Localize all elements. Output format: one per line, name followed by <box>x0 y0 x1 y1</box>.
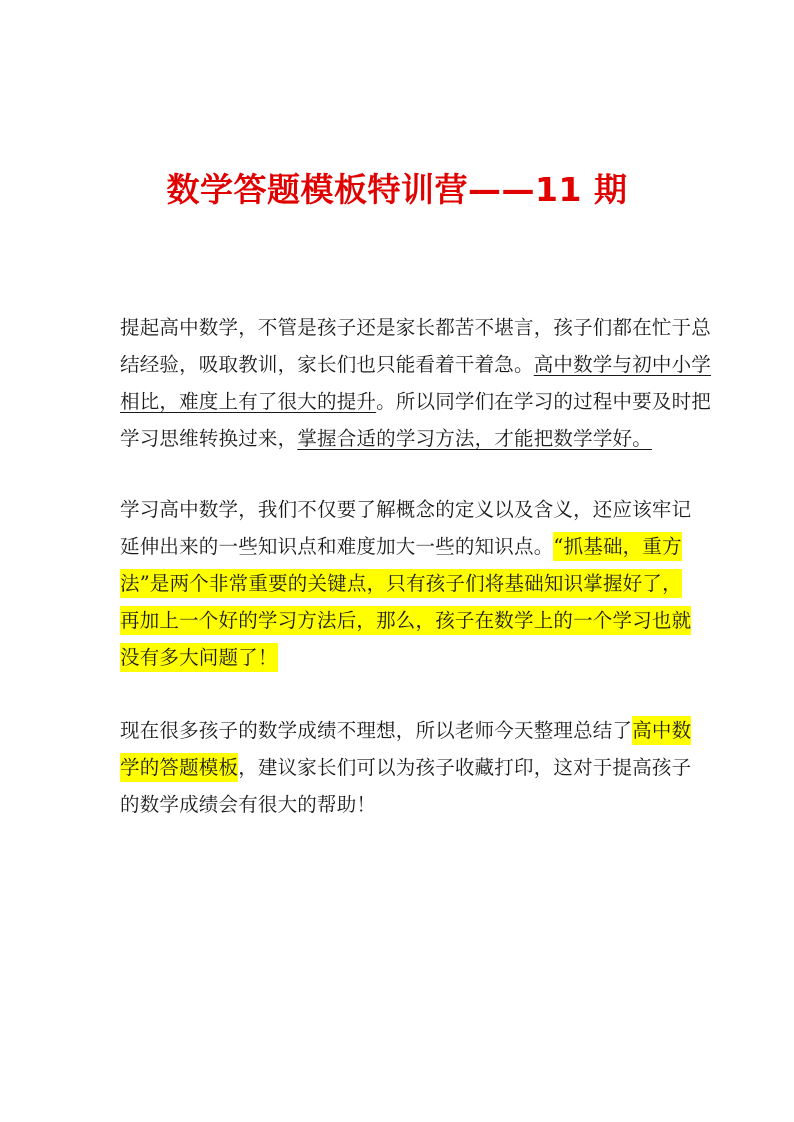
paragraph-1-line-1: 提起高中数学，不管是孩子还是家长都苦不堪言，孩子们都在忙于总 <box>120 316 712 339</box>
paragraph-2-line-1: 学习高中数学，我们不仅要了解概念的定义以及含义，还应该牢记 <box>120 498 692 521</box>
highlighted-text: 高中数 <box>632 716 691 745</box>
highlighted-text: 法”是两个非常重要的关键点，只有孩子们将基础知识掌握好了， <box>120 569 682 598</box>
highlighted-text: “抓基础，重方 <box>553 532 681 561</box>
paragraph-2-line-2-text: 延伸出来的一些知识点和难度加大一些的知识点。 <box>120 535 554 558</box>
paragraph-1-line-4 <box>120 420 680 457</box>
paragraph-1-line-2 <box>120 346 712 383</box>
underlined-text: 高中数学与初中小学 <box>533 353 712 376</box>
paragraph-3-line-2-text: ，建议家长们可以为孩子收藏打印，这对于提高孩子 <box>238 756 692 779</box>
highlighted-text: 再加上一个好的学习方法后，那么，孩子在数学上的一个学习也就 <box>120 606 691 635</box>
highlighted-text: 没有多大问题了！ <box>120 643 278 672</box>
paragraph-2 <box>120 491 692 676</box>
paragraph-3 <box>120 712 692 823</box>
page-title: 数学答题模板特训营——11 期 <box>166 170 628 209</box>
paragraph-1-line-4-text: 学习思维转换过来， <box>120 427 298 450</box>
paragraph-3-line-2 <box>120 749 692 786</box>
paragraph-1-line-2-text: 结经验，吸取教训，家长们也只能看着干着急。 <box>120 353 534 376</box>
paragraph-3-line-1-text: 现在很多孩子的数学成绩不理想，所以老师今天整理总结了 <box>120 719 633 742</box>
paragraph-2-line-3 <box>120 565 680 602</box>
paragraph-3-line-3: 的数学成绩会有很大的帮助！ <box>120 793 377 816</box>
underlined-text: 掌握合适的学习方法，才能把数学学好。 <box>297 427 652 450</box>
paragraph-1-line-3-text: 。所以同学们在学习的过程中要及时把 <box>376 390 712 413</box>
underlined-text: 相比，难度上有了很大的提升 <box>120 390 377 413</box>
paragraph-3-line-1 <box>120 712 692 749</box>
highlighted-text: 学的答题模板 <box>120 753 238 782</box>
paragraph-2-line-5 <box>120 639 680 676</box>
paragraph-2-line-2 <box>120 528 680 565</box>
paragraph-2-line-4 <box>120 602 692 639</box>
paragraph-1 <box>120 309 712 457</box>
paragraph-1-line-3 <box>120 383 712 420</box>
